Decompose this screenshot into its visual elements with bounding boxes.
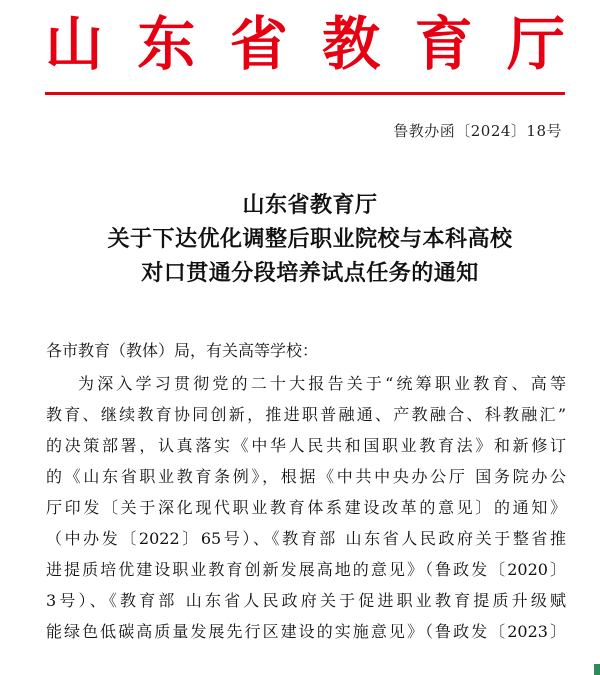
scroll-edge-marker [594, 664, 600, 675]
document-number: 鲁教办函〔2024〕18号 [393, 122, 562, 140]
red-separator-line [45, 92, 565, 95]
masthead-title [45, 8, 565, 80]
paragraph-line: 厅印发〔关于深化现代职业教育体系建设改革的意见〕的通知》 [46, 498, 566, 517]
paragraph-line: 为深入学习贯彻党的二十大报告关于“统筹职业教育、高等 [78, 374, 566, 393]
masthead-char: 山 [45, 10, 104, 78]
paragraph-line: 的决策部署，认真落实《中华人民共和国职业教育法》和新修订 [46, 436, 566, 455]
paragraph-line: 进提质培优建设职业教育创新发展高地的意见》（鲁政发〔2020〕 [46, 560, 566, 579]
masthead-char: 育 [414, 10, 473, 78]
page-cutoff [0, 660, 600, 675]
masthead-char: 东 [137, 10, 196, 78]
document-title [40, 188, 580, 290]
title-line-3: 对口贯通分段培养试点任务的通知 [141, 260, 479, 286]
paragraph-line: 教育、继续教育协同创新，推进职普融通、产教融合、科教融汇” [46, 405, 566, 424]
paragraph-line: 3号）、《教育部 山东省人民政府关于促进职业教育提质升级赋 [46, 591, 566, 610]
paragraph-line: 能绿色低碳高质量发展先行区建设的实施意见》（鲁政发〔2023〕 [46, 622, 566, 641]
paragraph-line: （中办发〔2022〕65号）、《教育部 山东省人民政府关于整省推 [46, 529, 566, 548]
salutation: 各市教育（教体）局，有关高等学校： [46, 341, 319, 360]
title-line-2: 关于下达优化调整后职业院校与本科高校 [107, 226, 513, 252]
masthead-char: 教 [322, 10, 381, 78]
paragraph-line: 的《山东省职业教育条例》，根据《中共中央办公厅 国务院办公 [46, 467, 566, 486]
masthead-char: 厅 [506, 10, 565, 78]
document-body [46, 340, 566, 647]
masthead-char: 省 [229, 10, 288, 78]
title-line-1: 山东省教育厅 [242, 192, 378, 218]
